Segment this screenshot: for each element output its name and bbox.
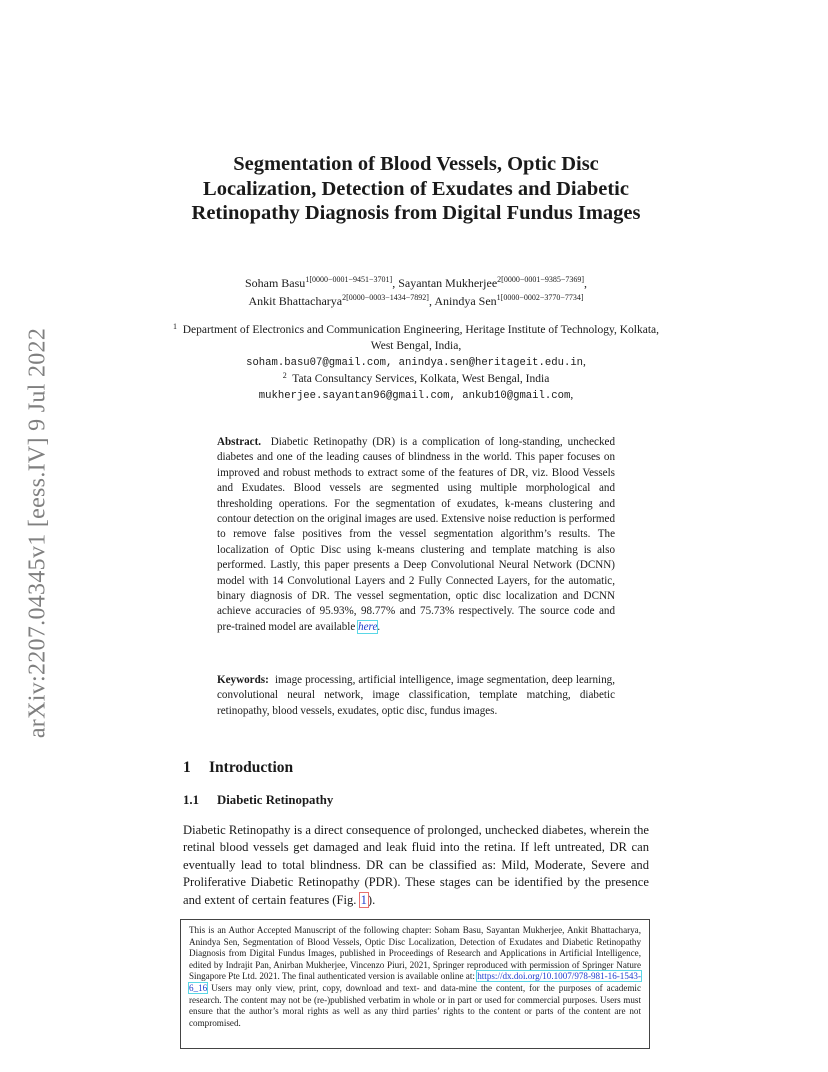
abstract-text: Diabetic Retinopathy (DR) is a complication of long-standing, unchecked diabetes and one of the leading causes of blindness in the world. This paper focuses on improved and robust methods to extract some of the features of DR, viz. Blood Vessels and Exudates. Blood vessels are segmented using multiple morphological and thresholding operations. For the segmentation of exudates, k-means clustering and contour detection on the original images are used. Extensive noise reduction is performed to remove false positives from the vessel segmentation algorithm’s results. The localization of Optic Disc using k-means clustering and template matching is also performed. Lastly, this paper presents a Deep Convolutional Neural Network (DCNN) model with 14 Convolutional Layers and 2 Fully Connected Layers, for the automatic, binary diagnosis of DR. The vessel segmentation, optic disc localization and DCNN achieve accuracies of 95.93%, 98.77% and 75.73% respectively. The source code and pre-trained model are available bbox=[217, 436, 615, 633]
affiliation-marker: 1 bbox=[172, 322, 177, 331]
subsection-heading bbox=[183, 793, 333, 808]
notice-rest: Users may only view, print, copy, download and text- and data-mine the content, for the purposes of academic research. The content may not be (re-)published verbatim in whole or in part or used for commercial purposes. Users must ensure that the author’s moral rights as well as any third parties’ rights to the content or parts of the content are not compromised. bbox=[189, 982, 641, 1028]
arxiv-identifier-text: arXiv:2207.04345v1 [eess.IV] 9 Jul 2022 bbox=[24, 327, 51, 739]
paper-title: Segmentation of Blood Vessels, Optic Disc Localization, Detection of Exudates and Diabetic Retinopathy Diagnosis from Digital Fundus Images bbox=[191, 153, 641, 224]
author-name: Ankit Bhattacharya bbox=[248, 294, 343, 308]
keywords bbox=[217, 673, 615, 719]
author-orcid: 2[0000−0003−1434−7892] bbox=[342, 293, 429, 302]
author-name: Soham Basu bbox=[244, 276, 306, 290]
affiliation-heritage: Department of Electronics and Communication Engineering, Heritage Institute of Technology, Kolkata, West Bengal, India, bbox=[182, 324, 660, 352]
affiliation-emails-1: soham.basu07@gmail.com, anindya.sen@heritageit.edu.in bbox=[246, 357, 584, 369]
keywords-label: Keywords: bbox=[217, 674, 269, 686]
author-separator: , bbox=[428, 294, 435, 308]
affiliation-comma: , bbox=[583, 356, 586, 368]
paragraph-text: Diabetic Retinopathy is a direct consequence of prolonged, unchecked diabetes, wherein the retinal blood vessels get damaged and leak fluid into the retina. If left untreated, DR can eventually lead to total blindness. DR can be classified as: Mild, Moderate, Severe and Proliferative Diabetic Retinopathy (PDR). These stages can be identified by the presence and extent of certain features (Fig. bbox=[183, 823, 649, 907]
notice-text: This is an Author Accepted Manuscript of the following chapter: Soham Basu, Sayantan Mukherjee, Ankit Bhattacharya, Anindya Sen, Segmentation of Blood Vessels, Optic Disc Localization, Detection of Exudates and Diabetic Retinopathy Diagnosis from Digital Fundus Images, published in Proceedings of Research and Applications in Artificial Intelligence, edited by Indrajit Pan, Anirban Mukherjee, Vincenzo Piuri, 2021, Springer reproduced with permission of Springer Nature Singapore Pte Ltd. 2021. The final authenticated version is available online at: bbox=[189, 925, 641, 982]
copyright-notice-box bbox=[180, 919, 650, 1049]
affiliations bbox=[168, 322, 664, 404]
abstract-end: . bbox=[377, 620, 381, 633]
affiliation-tcs: Tata Consultancy Services, Kolkata, West Bengal, India bbox=[292, 373, 550, 385]
section-number: 1 bbox=[183, 759, 191, 776]
figure-reference-link[interactable]: 1 bbox=[360, 892, 367, 907]
copyright-notice bbox=[189, 925, 641, 1029]
affiliation-marker: 2 bbox=[282, 371, 287, 380]
source-code-link[interactable]: here bbox=[358, 620, 378, 633]
abstract bbox=[217, 435, 615, 635]
author-separator: , bbox=[392, 276, 399, 290]
author-name: Sayantan Mukherjee bbox=[398, 276, 498, 290]
subsection-number: 1.1 bbox=[183, 793, 199, 807]
subsection-title: Diabetic Retinopathy bbox=[217, 793, 334, 807]
author-orcid: 2[0000−0001−9385−7369] bbox=[497, 275, 585, 284]
keywords-text: image processing, artificial intelligence, image segmentation, deep learning, convolutional neural network, image classification, template matching, diabetic retinopathy, blood vessels, exudates, optic disc, fundus images. bbox=[217, 674, 616, 717]
author-separator: , bbox=[584, 276, 588, 290]
author-orcid: 1[0000−0002−3770−7734] bbox=[496, 293, 584, 302]
abstract-label: Abstract. bbox=[217, 436, 262, 448]
doi-link[interactable]: https://dx.doi.org/10.1007/978-981-16-1543-6_16 bbox=[189, 971, 642, 993]
author-orcid: 1[0000−0001−9451−3701] bbox=[305, 275, 393, 284]
intro-paragraph bbox=[183, 822, 649, 909]
author-name: Anindya Sen bbox=[434, 294, 497, 308]
paragraph-end: ). bbox=[367, 892, 376, 907]
affiliation-comma: , bbox=[570, 389, 574, 401]
affiliation-emails-2: mukherjee.sayantan96@gmail.com, ankub10@gmail.com bbox=[258, 390, 571, 402]
section-title: Introduction bbox=[209, 759, 294, 776]
author-list bbox=[150, 274, 682, 310]
section-heading bbox=[183, 759, 293, 777]
arxiv-identifier-stamp bbox=[21, 300, 55, 766]
